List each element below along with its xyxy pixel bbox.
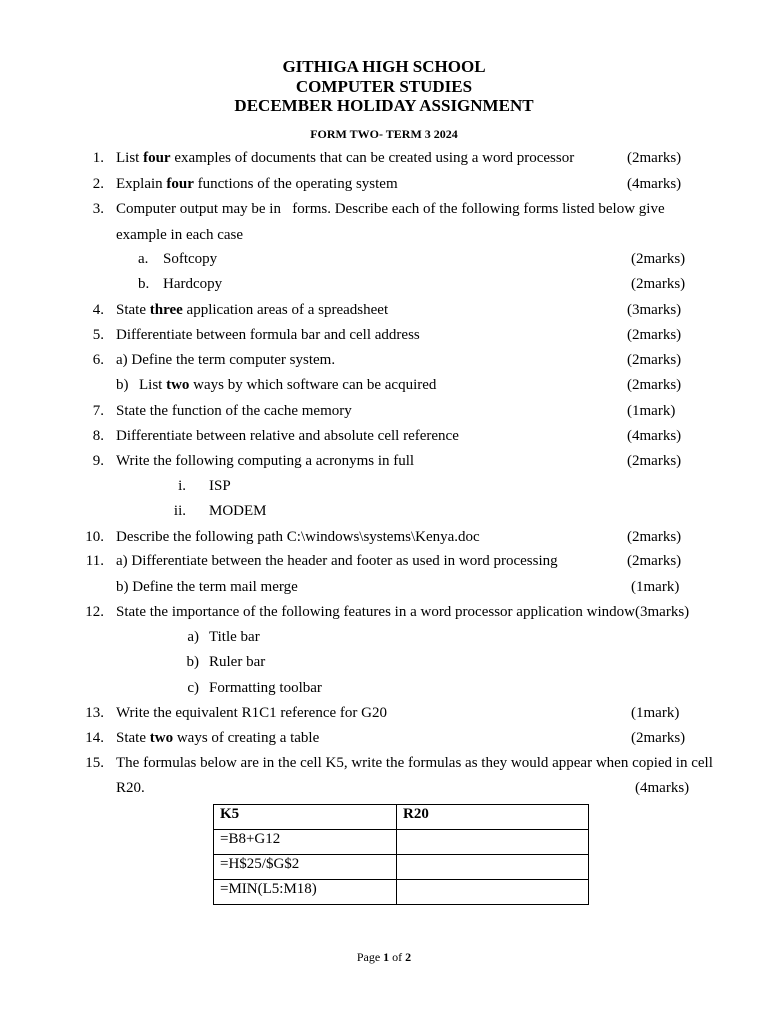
column-header xyxy=(214,805,397,830)
sub-label: a. xyxy=(138,251,149,267)
table-row xyxy=(214,855,589,880)
marks: (2marks) xyxy=(627,150,682,166)
question-number: 13. xyxy=(85,705,104,721)
column-header xyxy=(397,805,589,830)
question-text: Explain xyxy=(116,176,167,192)
sub-text: MODEM xyxy=(209,503,267,519)
sub-text: List xyxy=(139,377,167,393)
question-text: List xyxy=(116,150,144,166)
page-number-current: 1 xyxy=(383,950,390,964)
sub-text: Title bar xyxy=(209,629,260,645)
marks: (2marks) xyxy=(627,453,682,469)
question-4 xyxy=(0,301,768,321)
question-number: 15. xyxy=(85,755,104,771)
sub-label: ii. xyxy=(173,503,186,519)
footer-text: Page xyxy=(356,950,384,964)
question-text: State xyxy=(116,730,150,746)
question-text: a) Differentiate between the header and footer as used in word processing xyxy=(116,553,558,569)
table-cell xyxy=(397,880,589,905)
subject-title: COMPUTER STUDIES xyxy=(295,77,473,96)
question-5 xyxy=(0,326,768,346)
question-11b xyxy=(0,578,768,598)
marks: (1mark) xyxy=(627,403,676,419)
marks: (2marks) xyxy=(631,730,686,746)
table-row xyxy=(214,880,589,905)
question-1 xyxy=(0,149,768,169)
question-12 xyxy=(0,603,768,623)
sub-text: ISP xyxy=(209,478,231,494)
question-text: Differentiate between relative and absolute cell reference xyxy=(116,428,459,444)
question-11 xyxy=(0,552,768,572)
question-text: Describe the following path C:\windows\systems\Kenya.doc xyxy=(116,529,480,545)
question-12a xyxy=(0,628,768,648)
table-cell: =B8+G12 xyxy=(214,830,397,855)
marks: (2marks) xyxy=(627,553,682,569)
question-text: The formulas below are in the cell K5, write the formulas as they would appear when copied in cell xyxy=(116,755,713,771)
question-number: 4. xyxy=(92,302,104,318)
question-3-continued: example in each case xyxy=(116,227,244,243)
question-10 xyxy=(0,528,768,548)
marks: (3marks) xyxy=(627,302,682,318)
question-3a xyxy=(0,250,768,270)
question-number: 10. xyxy=(85,529,104,545)
sub-text: Softcopy xyxy=(163,251,218,267)
question-text: functions of the operating system xyxy=(193,176,398,192)
table-row xyxy=(214,830,589,855)
assignment-title: DECEMBER HOLIDAY ASSIGNMENT xyxy=(234,96,534,115)
question-6b xyxy=(0,376,768,396)
marks: (4marks) xyxy=(635,780,690,796)
question-number: 6. xyxy=(92,352,104,368)
question-number: 5. xyxy=(92,327,104,343)
question-number: 14. xyxy=(85,730,104,746)
footer-text: of xyxy=(389,950,406,964)
marks: (2marks) xyxy=(631,276,686,292)
question-number: 3. xyxy=(92,201,104,217)
page-number-total: 2 xyxy=(405,950,412,964)
question-15 xyxy=(0,754,768,774)
emphasis: two xyxy=(149,730,174,746)
marks: (4marks) xyxy=(627,428,682,444)
sub-label: i. xyxy=(178,478,186,494)
question-number: 11. xyxy=(85,553,104,569)
question-text: R20. xyxy=(116,780,145,796)
sub-label: b. xyxy=(138,276,150,292)
question-9ii xyxy=(0,502,768,522)
question-13 xyxy=(0,704,768,724)
question-2 xyxy=(0,175,768,195)
marks: (1mark) xyxy=(631,579,680,595)
question-6 xyxy=(0,351,768,371)
page-footer xyxy=(0,950,768,965)
sub-text: Hardcopy xyxy=(163,276,223,292)
marks: (2marks) xyxy=(631,251,686,267)
question-number: 8. xyxy=(92,428,104,444)
marks: (2marks) xyxy=(627,377,682,393)
marks: (2marks) xyxy=(627,327,682,343)
question-text: Computer output may be in forms. Describe each of the following forms listed below give xyxy=(116,201,665,217)
question-9i xyxy=(0,477,768,497)
question-text: ways of creating a table xyxy=(173,730,320,746)
question-number: 7. xyxy=(92,403,104,419)
question-text: State the importance of the following features in a word processor application window(3marks) xyxy=(116,604,690,620)
emphasis: four xyxy=(143,150,171,166)
form-term: FORM TWO- TERM 3 2024 xyxy=(310,127,458,141)
sub-text: Ruler bar xyxy=(209,654,266,670)
question-14 xyxy=(0,729,768,749)
question-number: 2. xyxy=(92,176,104,192)
marks: (4marks) xyxy=(627,176,682,192)
sub-label: b) xyxy=(116,377,129,393)
question-text: State the function of the cache memory xyxy=(116,403,352,419)
question-12c xyxy=(0,679,768,699)
sub-text: ways by which software can be acquired xyxy=(189,377,437,393)
question-15-continued xyxy=(0,779,768,799)
question-number: 12. xyxy=(85,604,104,620)
table-cell: =H$25/$G$2 xyxy=(214,855,397,880)
question-number: 1. xyxy=(92,150,104,166)
marks: (2marks) xyxy=(627,529,682,545)
question-3 xyxy=(0,200,768,220)
emphasis: two xyxy=(166,377,190,393)
question-text: Write the following computing a acronyms in full xyxy=(116,453,415,469)
sub-text: b) Define the term mail merge xyxy=(116,579,298,595)
emphasis: four xyxy=(166,176,194,192)
question-text: State xyxy=(116,302,150,318)
question-text: Differentiate between formula bar and cell address xyxy=(116,327,420,343)
marks: (2marks) xyxy=(627,352,682,368)
sub-label: c) xyxy=(187,680,199,696)
question-number: 9. xyxy=(92,453,104,469)
question-8 xyxy=(0,427,768,447)
sub-label: a) xyxy=(187,629,199,645)
question-text: a) Define the term computer system. xyxy=(116,352,336,368)
question-3b xyxy=(0,275,768,295)
sub-label: b) xyxy=(186,654,199,670)
header-label: K5 xyxy=(220,806,240,822)
table-cell xyxy=(397,855,589,880)
header-label: R20 xyxy=(403,806,429,822)
formula-table xyxy=(213,804,589,905)
marks: (1mark) xyxy=(631,705,680,721)
school-name: GITHIGA HIGH SCHOOL xyxy=(282,57,486,76)
table-cell: =MIN(L5:M18) xyxy=(214,880,397,905)
question-9 xyxy=(0,452,768,472)
table-cell xyxy=(397,830,589,855)
question-text: application areas of a spreadsheet xyxy=(182,302,389,318)
table-header-row xyxy=(214,805,589,830)
question-text: Write the equivalent R1C1 reference for G20 xyxy=(116,705,387,721)
sub-text: Formatting toolbar xyxy=(209,680,322,696)
emphasis: three xyxy=(149,302,183,318)
question-7 xyxy=(0,402,768,422)
question-text: examples of documents that can be created using a word processor xyxy=(170,150,575,166)
question-12b xyxy=(0,653,768,673)
